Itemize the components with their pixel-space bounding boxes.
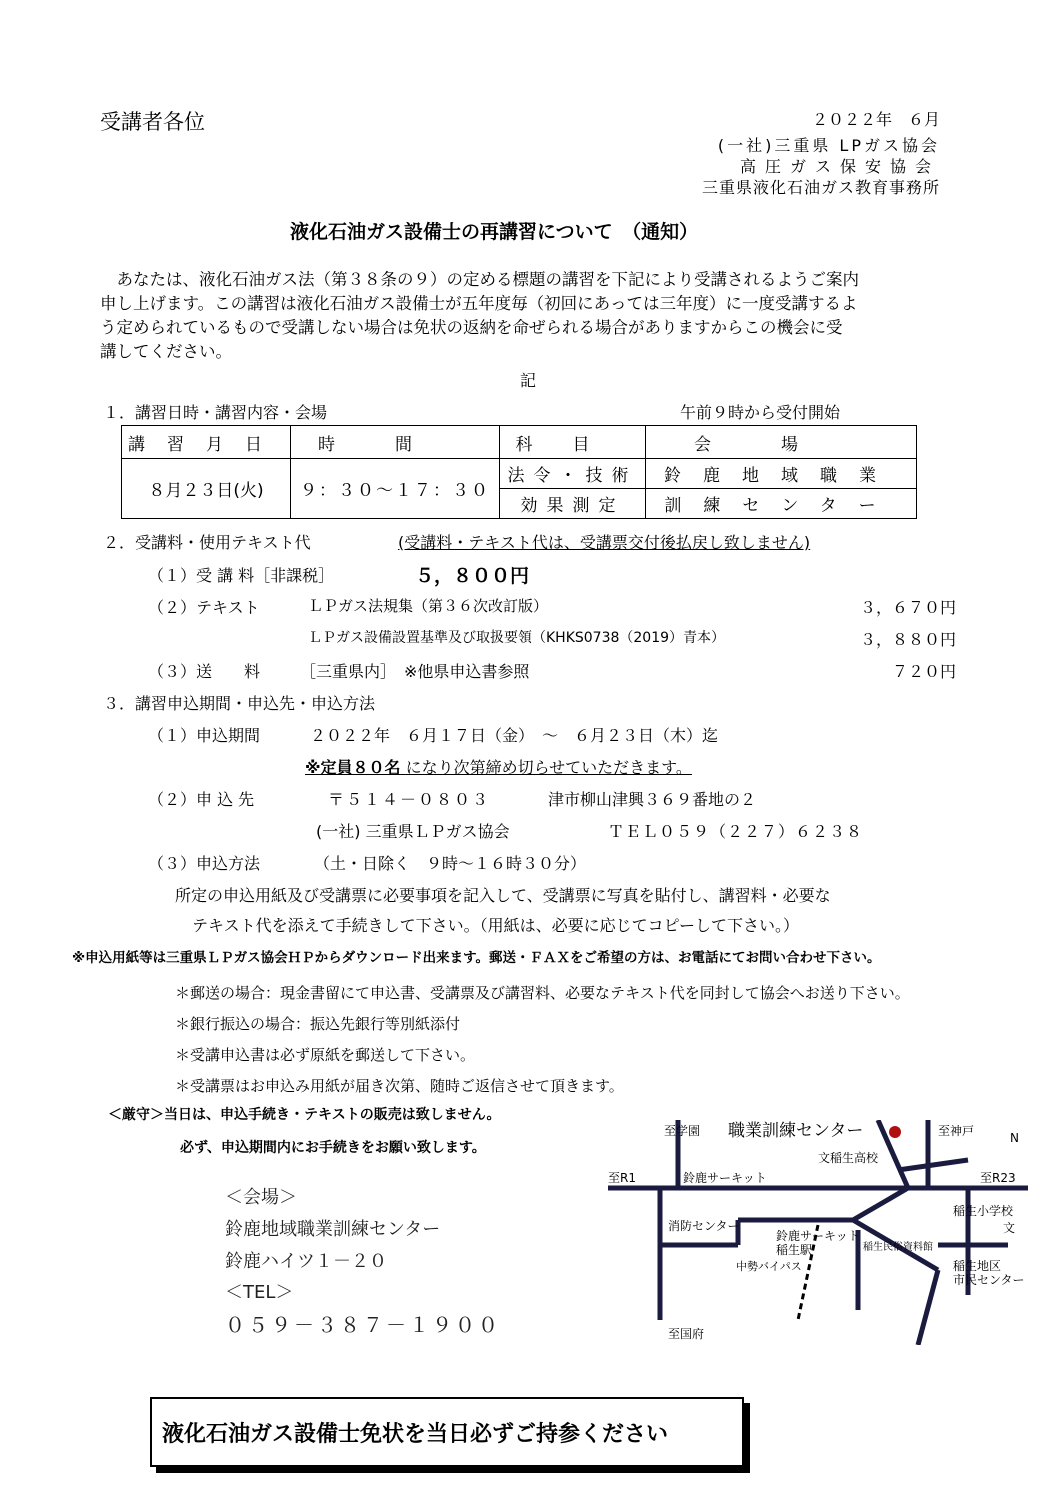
intro-line: う定められているもので受講しない場合は免状の返納を命ぜられる場合がありますからこの機会に受 [100, 318, 843, 337]
text1-price: ３，６７０円 [859, 598, 956, 617]
venue-tel-label: ＜TEL＞ [225, 1282, 294, 1303]
fee-value: ５，８００円 [415, 565, 530, 587]
text-label: （２）テキスト [148, 598, 260, 617]
rules-line-1: ＜厳守＞当日は、申込手続き・テキストの販売は致しません。 [108, 1107, 501, 1123]
period-label: （１）申込期間 [148, 726, 261, 745]
intro-line: 申し上げます。この講習は液化石油ガス設備士が五年度毎（初回にあっては三年度）に一度受講するよ [100, 294, 858, 313]
refund-note: (受講料・テキスト代は、受講票交付後払戻し致しません) [398, 533, 811, 552]
section2-heading: ２．受講料・使用テキスト代 [103, 533, 311, 552]
north-icon: N [1010, 1131, 1019, 1145]
schedule-table [121, 425, 917, 519]
text2-price: ３，８８０円 [859, 630, 956, 649]
rules-line-2: 必ず、申込期間内にお手続きをお願い致します。 [180, 1140, 486, 1156]
venue-name: 鈴鹿地域職業訓練センター [225, 1219, 441, 1240]
text2-name: ＬＰガス設備設置基準及び取扱要領（KHKS0738（2019）青本） [308, 630, 726, 646]
method-hours: （土・日除く ９時～１６時３０分） [314, 854, 587, 873]
td-date: ８月２３日(火) [122, 459, 291, 519]
map-high-school: 文稲生高校 [818, 1151, 879, 1165]
venue-tel: ０５９－３８７－１９００ [225, 1313, 501, 1337]
method-label: （３）申込方法 [148, 854, 261, 873]
note-item: ＊銀行振込の場合：振込先銀行等別紙添付 [175, 1015, 461, 1033]
intro-paragraph [100, 268, 859, 364]
map-civic-2: 市民センター [953, 1273, 1025, 1287]
map-title: 職業訓練センター [728, 1121, 864, 1141]
org-name-2: 高圧ガス保安協会 [739, 157, 940, 176]
td-time: ９：３０～１７：３０ [291, 459, 500, 519]
section3-heading: ３．講習申込期間・申込先・申込方法 [103, 694, 376, 713]
map-school-mark: 文 [1003, 1221, 1016, 1235]
access-map [608, 1120, 1028, 1345]
map-bypass: 中勢バイパス [736, 1260, 802, 1273]
fee-label: （１）受 講 料［非課税］ [148, 566, 335, 585]
ki-heading: 記 [520, 371, 537, 390]
map-civic-1: 稲生地区 [953, 1259, 1002, 1273]
dest-org: (一社) 三重県ＬＰガス協会 [316, 822, 510, 841]
map-fire-center: 消防センター [668, 1219, 740, 1233]
notes-list [175, 978, 910, 1102]
td-subject-2: 効果測定 [500, 489, 646, 519]
th-venue: 会場 [646, 426, 917, 459]
method-line-2: テキスト代を添えて手続きして下さい。（用紙は、必要に応じてコピーして下さい。） [192, 916, 800, 935]
intro-line: あなたは、液化石油ガス法（第３８条の９）の定める標題の講習を下記により受講されるようご案内 [100, 270, 859, 289]
venue-label: ＜会場＞ [225, 1187, 297, 1208]
note-item: ＊受講申込書は必ず原紙を郵送して下さい。 [175, 1046, 476, 1064]
td-venue-1: 鈴鹿地域職業 [646, 459, 917, 489]
method-line-1: 所定の申込用紙及び受講票に必要事項を記入して、受講票に写真を貼付し、講習料・必要な [175, 886, 831, 905]
map-to-kanbe: 至神戸 [938, 1124, 975, 1138]
shipping-label: （３）送 料 [148, 662, 261, 681]
shipping-price: ７２０円 [891, 662, 956, 681]
td-venue-2: 訓練センター [646, 489, 917, 519]
period-value: ２０２２年 ６月１７日（金） ～ ６月２３日（木）迄 [310, 726, 719, 745]
reminder-box [150, 1397, 744, 1467]
download-notice: ※申込用紙等は三重県ＬＰガス協会ＨＰからダウンロード出来ます。郵送・ＦＡＸをご希望の方は、お電話にてお問い合わせ下さい。 [72, 950, 881, 966]
th-date: 講習月日 [122, 426, 291, 459]
capacity-note [305, 755, 692, 778]
org-name-1: (一社)三重県 LPガス協会 [717, 136, 940, 155]
map-to-r1: 至R1 [608, 1171, 636, 1185]
note-item: ＊郵送の場合：現金書留にて申込書、受講票及び講習料、必要なテキスト代を同封して協会へお送り下さい。 [175, 984, 910, 1002]
capacity-bold: ※定員８０名 [305, 758, 401, 777]
venue-address: 鈴鹿ハイツ１－２０ [225, 1251, 387, 1272]
td-subject-1: 法令・技術 [500, 459, 646, 489]
note-item: ＊受講票はお申込み用紙が届き次第、随時ご返信させて頂きます。 [175, 1077, 624, 1095]
text1-name: ＬＰガス法規集（第３６次改訂版） [308, 597, 549, 615]
issue-date: ２０２２年 ６月 [811, 110, 940, 129]
th-subject: 科目 [500, 426, 646, 459]
shipping-note: ［三重県内］ ※他県申込書参照 [300, 662, 530, 681]
map-to-gakuen: 至学園 [664, 1124, 701, 1138]
dest-tel: ＴＥＬ０５９（２２７）６２３８ [608, 822, 864, 841]
reminder-text: 液化石油ガス設備士免状を当日必ずご持参ください [162, 1422, 669, 1447]
map-elementary: 稲生小学校 [953, 1204, 1014, 1218]
map-station-2: 稲生駅 [776, 1243, 813, 1257]
dest-address: 津市柳山津興３６９番地の２ [548, 790, 757, 809]
dest-zip: 〒５１４－０８０３ [328, 790, 491, 809]
org-name-3: 三重県液化石油ガス教育事務所 [701, 178, 940, 197]
addressee: 受講者各位 [100, 110, 205, 134]
intro-line: 講してください。 [100, 342, 232, 361]
th-time: 時間 [291, 426, 500, 459]
map-to-kokufu: 至国府 [668, 1327, 705, 1341]
dest-label: （２）申 込 先 [148, 790, 255, 809]
page-title: 液化石油ガス設備士の再講習について （通知） [290, 221, 699, 243]
reception-time: 午前９時から受付開始 [680, 403, 841, 422]
map-circuit: 鈴鹿サーキット [683, 1171, 767, 1185]
map-station-1: 鈴鹿サーキット [776, 1229, 860, 1243]
map-to-r23: 至R23 [980, 1171, 1016, 1185]
capacity-rest: になり次第締め切らせていただきます。 [405, 758, 692, 777]
center-marker-icon [889, 1126, 901, 1138]
map-museum: 稲生民俗資料館 [863, 1242, 933, 1253]
section1-heading: １．講習日時・講習内容・会場 [103, 403, 328, 422]
